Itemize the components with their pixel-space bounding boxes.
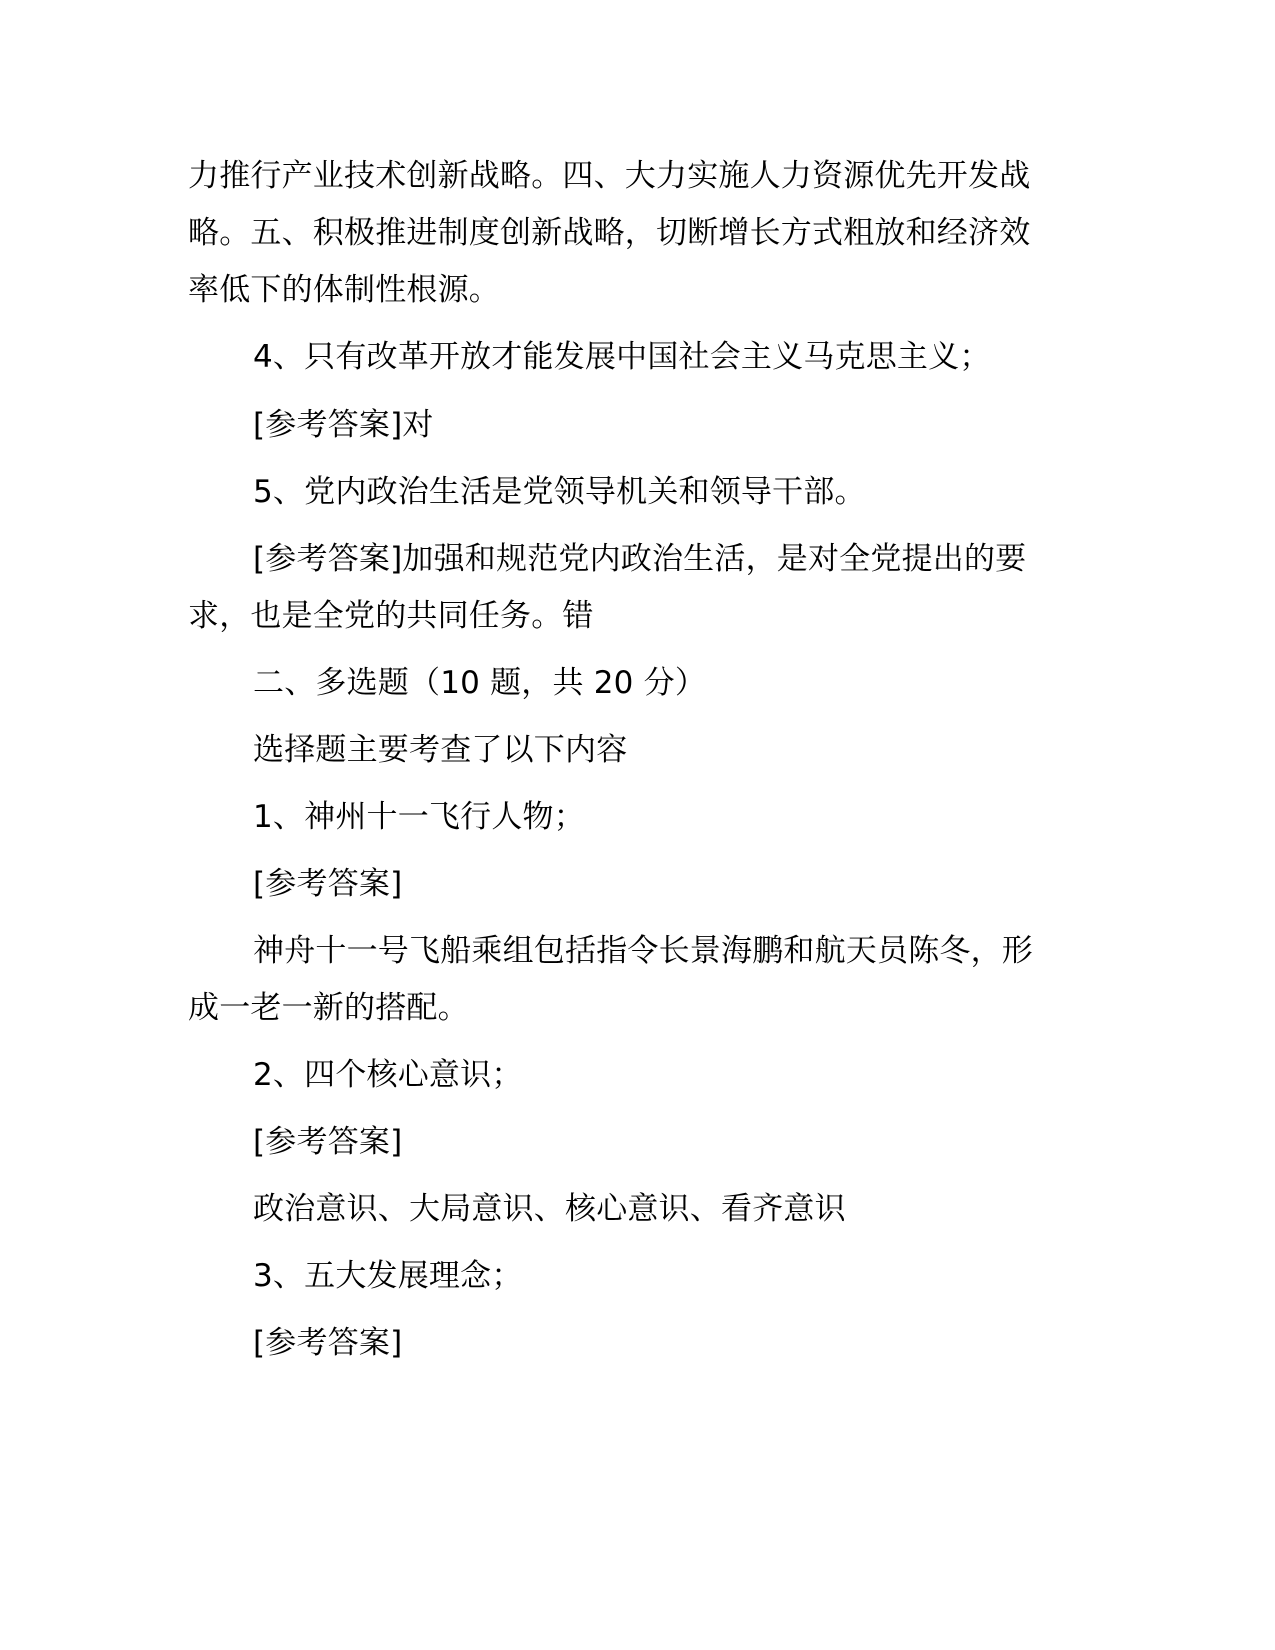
strategy-text-line-1: 力推行产业技术创新战略。四、大力实施人力资源优先开发战: [188, 158, 1031, 194]
multi-answer-2-label: [参考答案]: [253, 1124, 403, 1160]
answer-5-line-1: [参考答案]加强和规范党内政治生活，是对全党提出的要: [253, 541, 1027, 577]
strategy-text-line-2: 略。五、积极推进制度创新战略，切断增长方式粗放和经济效: [188, 215, 1031, 251]
strategy-text-line-3: 率低下的体制性根源。: [188, 272, 500, 308]
multi-answer-1-line-2: 成一老一新的搭配。: [188, 990, 469, 1026]
section-intro: 选择题主要考查了以下内容: [253, 732, 628, 768]
multi-answer-1-label: [参考答案]: [253, 866, 403, 902]
multi-answer-1-line-1: 神舟十一号飞船乘组包括指令长景海鹏和航天员陈冬，形: [253, 933, 1033, 969]
answer-5-line-2: 求，也是全党的共同任务。错: [188, 598, 594, 634]
section-heading-multi-choice: 二、多选题（10 题，共 20 分）: [253, 665, 707, 701]
multi-question-1: 1、神州十一飞行人物；: [253, 799, 585, 835]
multi-question-3: 3、五大发展理念；: [253, 1258, 523, 1294]
multi-answer-3-label: [参考答案]: [253, 1325, 403, 1361]
multi-question-2: 2、四个核心意识；: [253, 1057, 523, 1093]
question-5: 5、党内政治生活是党领导机关和领导干部。: [253, 474, 866, 510]
multi-answer-2: 政治意识、大局意识、核心意识、看齐意识: [253, 1191, 846, 1227]
answer-4: [参考答案]对: [253, 407, 434, 443]
question-4: 4、只有改革开放才能发展中国社会主义马克思主义；: [253, 339, 991, 375]
